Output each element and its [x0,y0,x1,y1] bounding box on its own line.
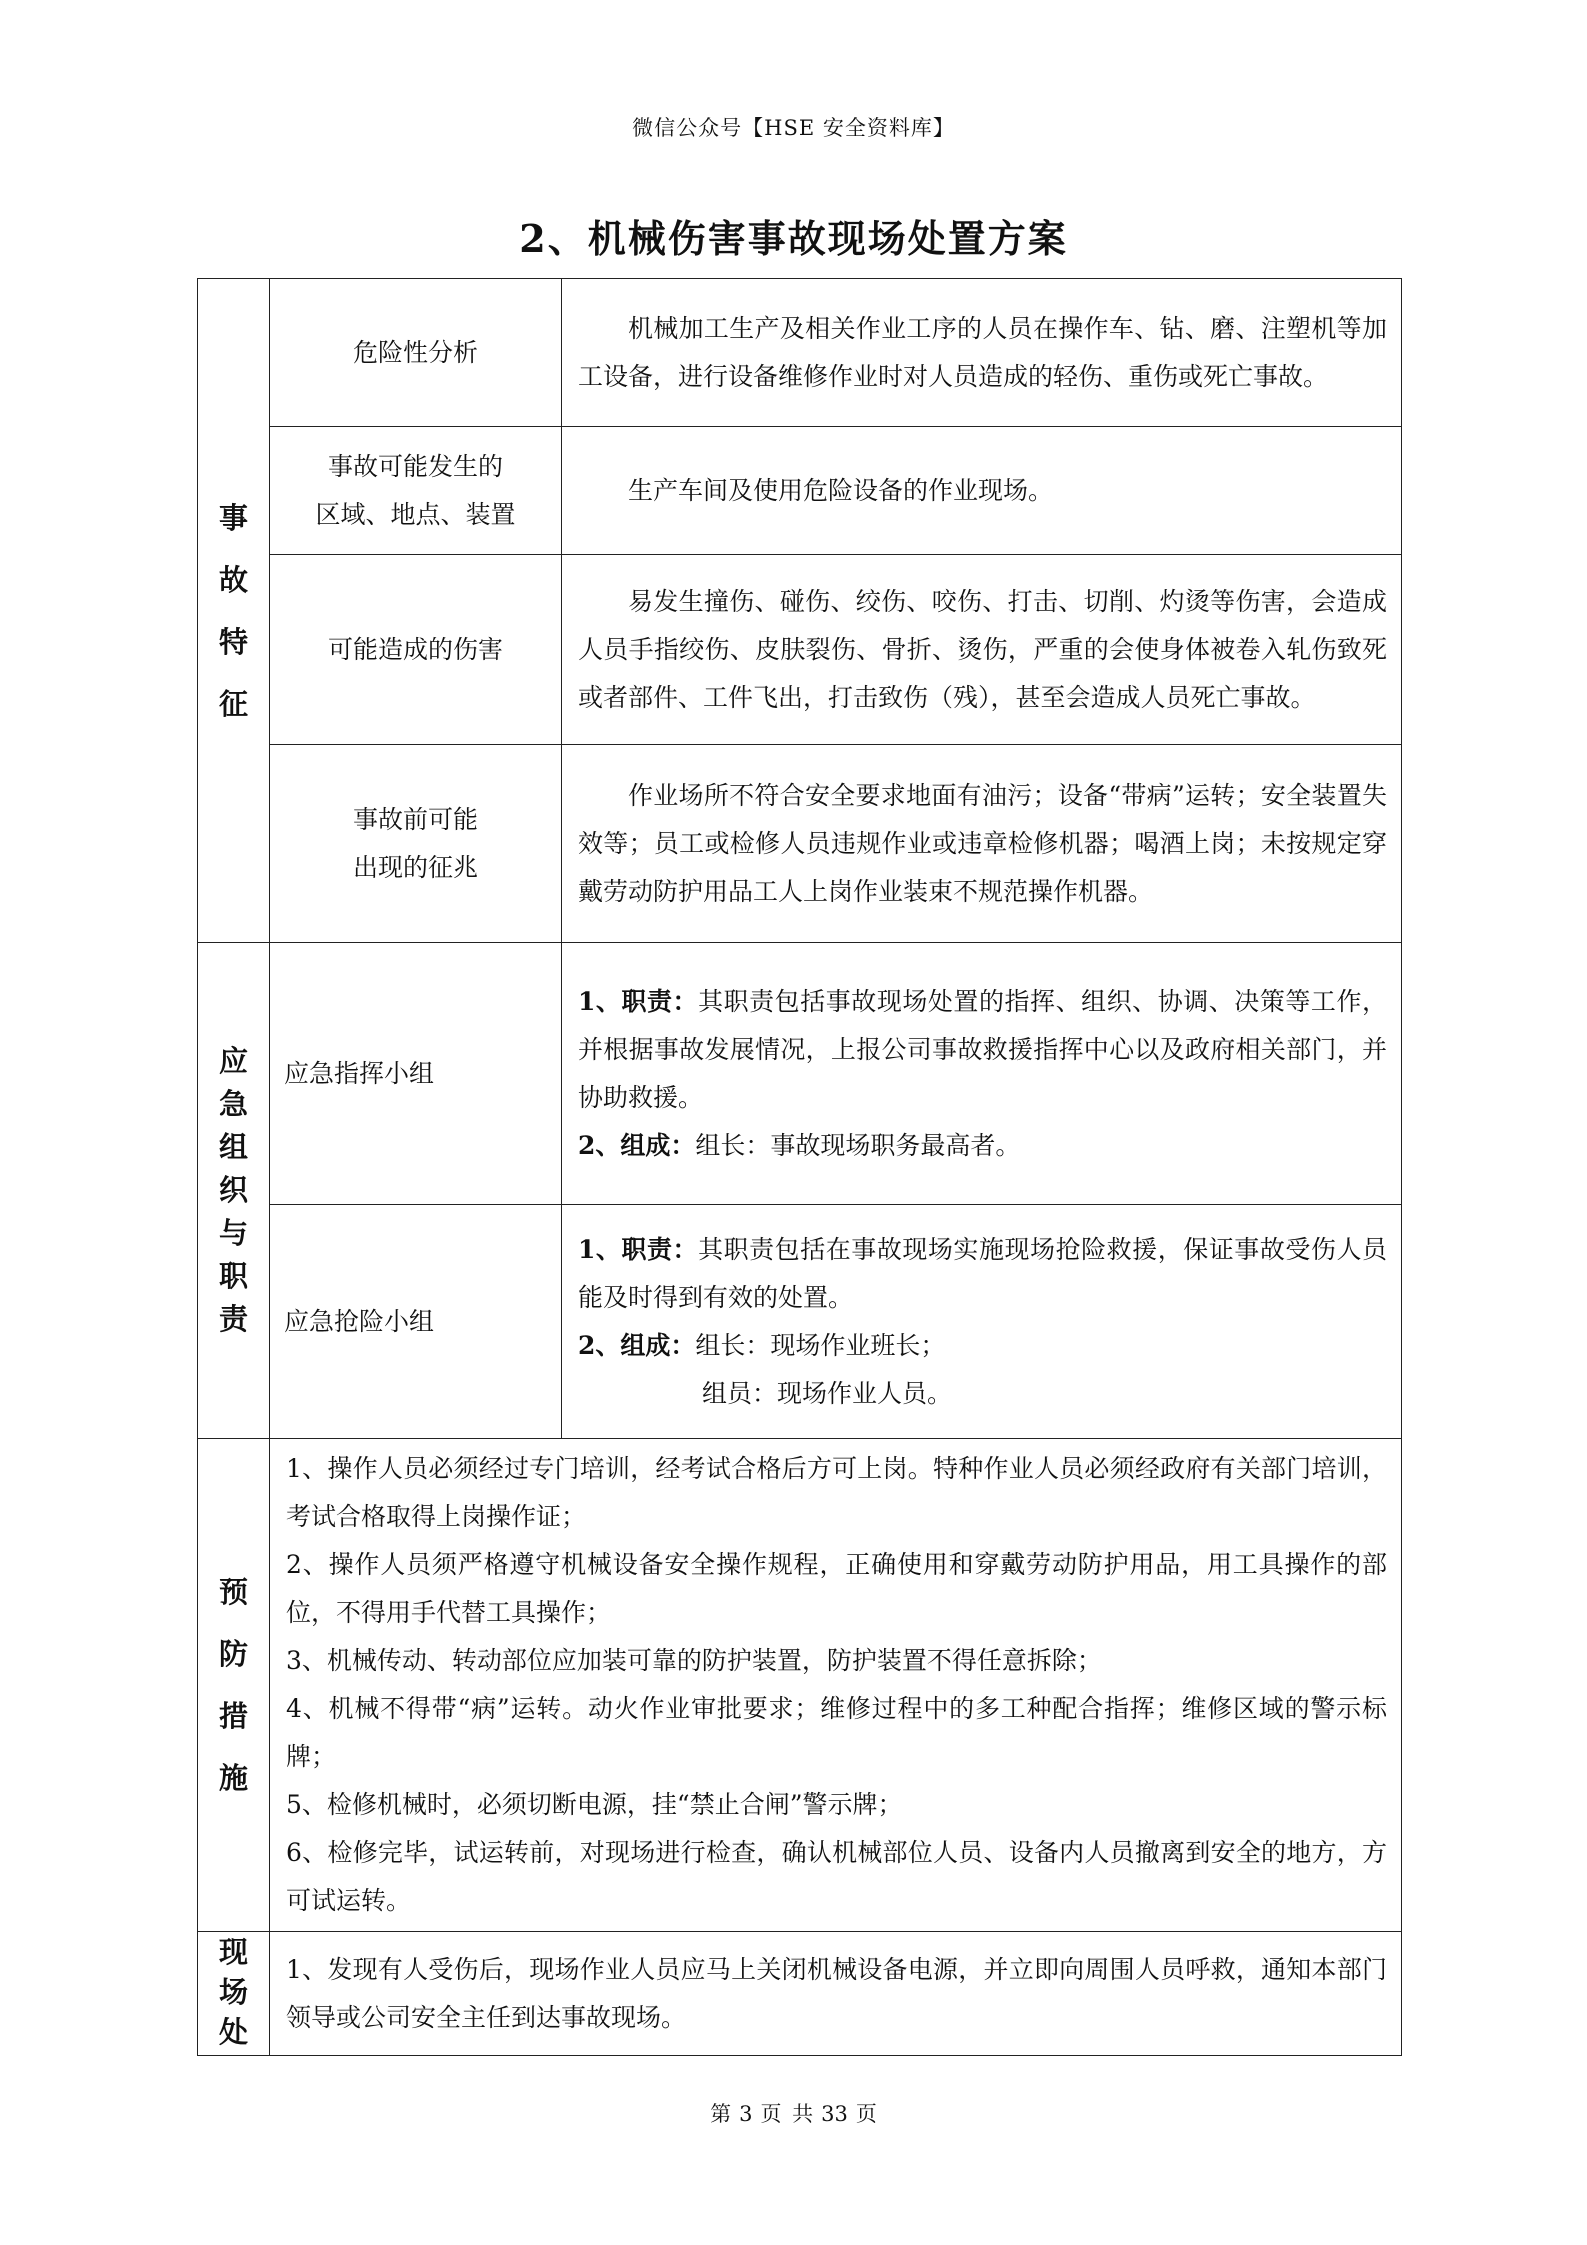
prevention-measures [270,1439,1402,1932]
section-label-emergency-org: 应 急 组 织 与 职 责 [198,943,270,1439]
section-label-onsite: 现 场 处 [198,1932,270,2056]
row-label-warning-signs: 事故前可能 出现的征兆 [270,745,562,943]
section-label-char: 特 [218,624,248,659]
table-row [198,1205,1402,1439]
duty-key: 1、职责： [578,986,699,1016]
possible-locations-text: 生产车间及使用危险设备的作业现场。 [562,427,1402,555]
onsite-measures [270,1932,1402,2056]
warning-signs-text: 作业场所不符合安全要求地面有油污；设备“带病”运转；安全装置失效等；员工或检修人员违规作业或违章检修机器；喝酒上岗；未按规定穿戴劳动防护用品工人上岗作业装束不规范操作机器。 [562,745,1402,943]
table-row [198,555,1402,745]
rescue-group-name: 应急抢险小组 [270,1205,562,1439]
hazard-analysis-text: 机械加工生产及相关作业工序的人员在操作车、钻、磨、注塑机等加工设备，进行设备维修作业时对人员造成的轻伤、重伤或死亡事故。 [562,279,1402,427]
table-row [198,427,1402,555]
command-group-name: 应急指挥小组 [270,943,562,1205]
list-item: 5、检修机械时，必须切断电源，挂“禁止合闸”警示牌； [286,1790,903,1819]
composition-text: 组长：现场作业班长； [695,1330,946,1360]
list-item: 6、检修完毕，试运转前，对现场进行检查，确认机械部位人员、设备内人员撤离到安全的地方，方可试运转。 [286,1838,1387,1915]
duty-text: 其职责包括事故现场处置的指挥、组织、协调、决策等工作，并根据事故发展情况，上报公司事故救援指挥中心以及政府相关部门，并协助救援。 [578,986,1387,1112]
disposal-plan-table [197,278,1402,2056]
row-label-hazard-analysis: 危险性分析 [270,279,562,427]
composition-key: 2、组成： [578,1130,696,1160]
table-row [198,279,1402,427]
composition-text: 组员：现场作业人员。 [702,1378,953,1408]
section-label-char: 征 [218,686,248,721]
duty-key: 1、职责： [578,1234,699,1264]
section-label-prevention: 预 防 措 施 [198,1439,270,1932]
list-item: 1、操作人员必须经过专门培训，经考试合格后方可上岗。特种作业人员必须经政府有关部门培训，考试合格取得上岗操作证； [286,1454,1387,1531]
composition-key: 2、组成： [578,1330,696,1360]
table-row [198,943,1402,1205]
list-item: 2、操作人员须严格遵守机械设备安全操作规程，正确使用和穿戴劳动防护用品，用工具操作的部位，不得用手代替工具操作； [286,1550,1387,1627]
list-item: 4、机械不得带“病”运转。动火作业审批要求；维修过程中的多工种配合指挥；维修区域的警示标牌； [286,1694,1387,1771]
command-group-details [562,943,1402,1205]
section-label-accident-features [198,279,270,943]
table-row [198,1439,1402,1932]
list-item: 1、发现有人受伤后，现场作业人员应马上关闭机械设备电源，并立即向周围人员呼救，通知本部门领导或公司安全主任到达事故现场。 [286,1954,1387,2032]
composition-text: 组长：事故现场职务最高者。 [695,1130,1021,1160]
row-label-possible-locations: 事故可能发生的 区域、地点、装置 [270,427,562,555]
rescue-group-details [562,1205,1402,1439]
page-title: 2、机械伤害事故现场处置方案 [519,216,1068,261]
duty-text: 其职责包括在事故现场实施现场抢险救援，保证事故受伤人员能及时得到有效的处置。 [578,1234,1387,1312]
list-item: 3、机械传动、转动部位应加装可靠的防护装置，防护装置不得任意拆除； [286,1646,1102,1675]
page-footer: 第 3 页 共 33 页 [710,2102,877,2126]
page-total: 33 [821,2102,848,2126]
row-label-possible-injuries: 可能造成的伤害 [270,555,562,745]
page-number: 3 [739,2102,753,2126]
table-row [198,745,1402,943]
header-note: 微信公众号【HSE 安全资料库】 [632,116,955,140]
table-row [198,1932,1402,2056]
possible-injuries-text: 易发生撞伤、碰伤、绞伤、咬伤、打击、切削、灼烫等伤害，会造成人员手指绞伤、皮肤裂伤、骨折、烫伤，严重的会使身体被卷入轧伤致死或者部件、工件飞出，打击致伤（残），甚至会造成人员死亡事故。 [562,555,1402,745]
section-label-char: 故 [218,562,248,597]
section-label-char: 事 [218,500,248,535]
